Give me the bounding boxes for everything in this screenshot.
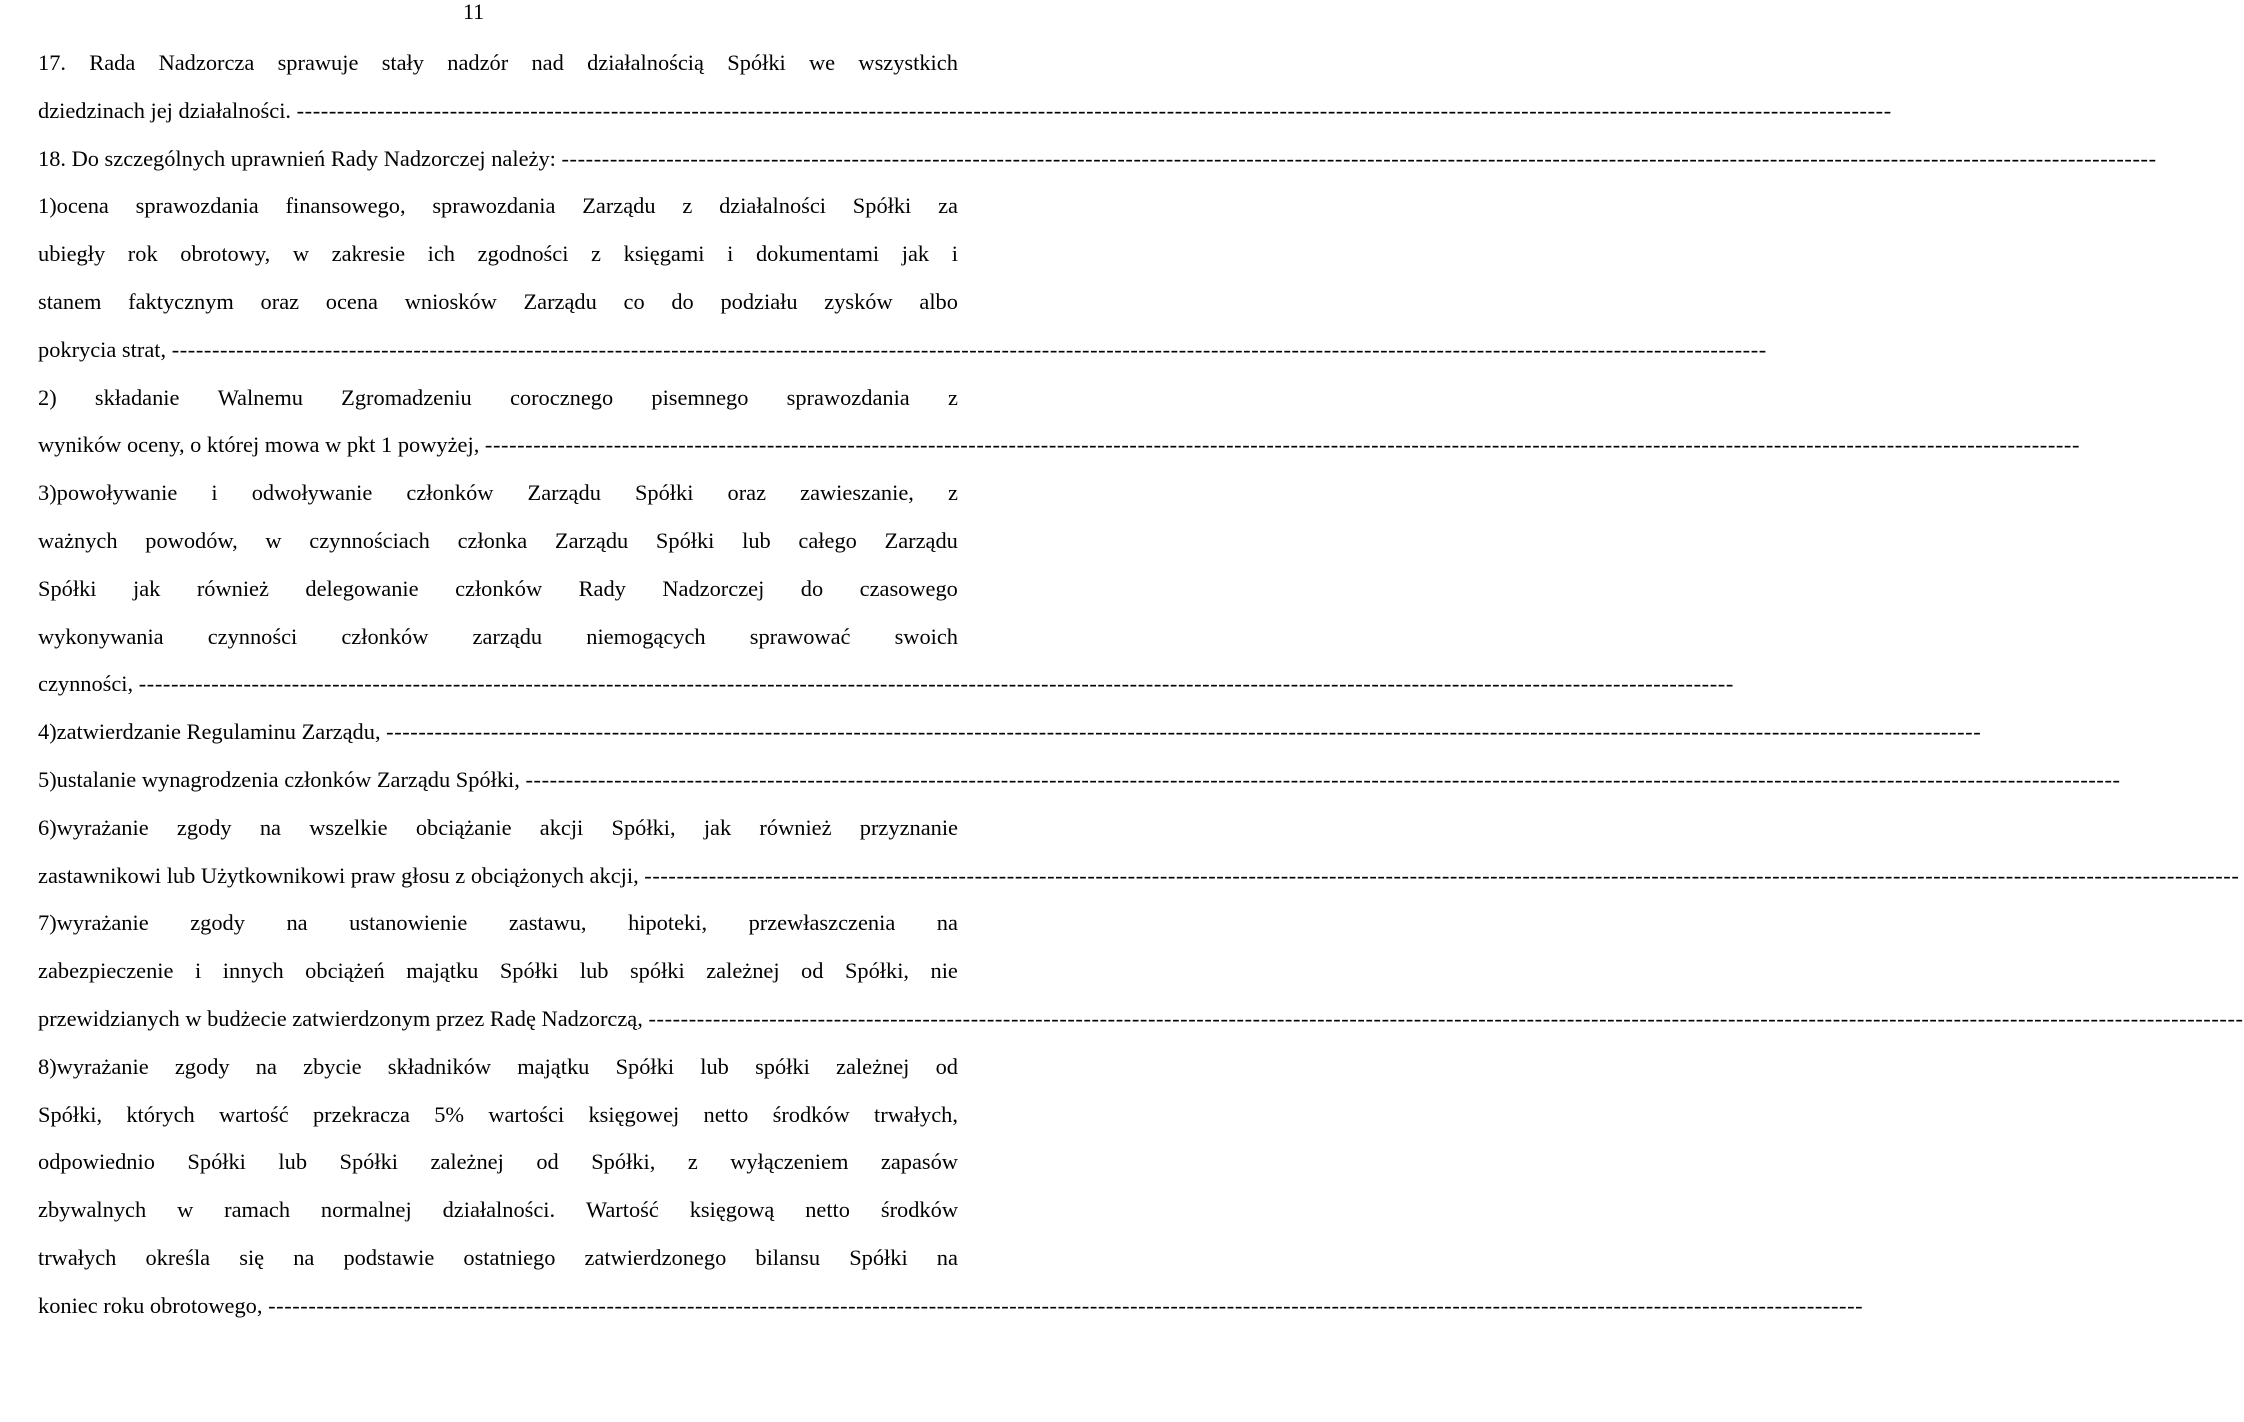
- word: przekracza: [312, 1101, 410, 1127]
- word: 1)ocena: [38, 193, 109, 219]
- word: Nadzorcza: [158, 50, 255, 75]
- word: netto: [703, 1101, 749, 1127]
- paragraph-item3: [38, 479, 1734, 718]
- text-line: [38, 575, 958, 623]
- word: spółki: [629, 958, 685, 984]
- word: Spółki,: [591, 1149, 656, 1175]
- word: Nadzorczej: [662, 575, 765, 601]
- word: ostatniego: [463, 1244, 556, 1270]
- word: Zarządu: [884, 527, 958, 553]
- word: Zarządu: [554, 527, 629, 553]
- word: zależnej: [706, 958, 780, 984]
- word: zatwierdzonego: [584, 1244, 727, 1270]
- word: ich: [427, 241, 455, 267]
- word: Spółki: [339, 1149, 399, 1175]
- word: wniosków: [404, 288, 497, 314]
- word: Zarządu: [523, 288, 597, 314]
- word: członka: [457, 527, 528, 553]
- word: hipoteki,: [628, 910, 708, 936]
- word: niemogących: [586, 623, 706, 649]
- word: ubiegły: [38, 241, 106, 267]
- paragraph-item7: [38, 909, 2244, 1052]
- word: składników: [387, 1053, 492, 1079]
- word: co: [623, 288, 645, 314]
- word: Spółki: [727, 50, 786, 75]
- word: Spółki,: [844, 958, 910, 984]
- dash-filler: ------------------------------------------------------------------------------------------------------------------------------------------------------------------------------------------------------: [525, 766, 2121, 792]
- page-number: 11: [463, 0, 485, 24]
- line-text: 4)zatwierdzanie Regulaminu Zarządu,: [38, 719, 387, 745]
- word: normalnej: [320, 1197, 412, 1223]
- word: całego: [798, 527, 857, 553]
- word: swoich: [894, 623, 958, 649]
- word: składanie: [94, 384, 180, 410]
- dash-filler: ------------------------------------------------------------------------------------------------------------------------------------------------------------------------------------------------------: [484, 432, 2081, 458]
- word: akcji: [539, 814, 584, 840]
- word: wszystkich: [858, 50, 958, 75]
- word: wartość: [219, 1101, 289, 1127]
- word: członków: [455, 575, 543, 601]
- text-line: [38, 862, 2240, 910]
- line-text: czynności,: [38, 671, 139, 697]
- word: zawieszanie,: [800, 480, 914, 506]
- word: powodów,: [145, 527, 238, 553]
- word: pisemnego: [651, 384, 749, 410]
- word: zakresie: [331, 241, 406, 267]
- dash-filler: ------------------------------------------------------------------------------------------------------------------------------------------------------------------------------------------------------: [644, 862, 2240, 888]
- word: z: [687, 1149, 698, 1175]
- word: ustanowienie: [349, 910, 468, 936]
- word: finansowego,: [285, 193, 406, 219]
- text-line: [38, 431, 2081, 479]
- word: i: [951, 241, 958, 267]
- text-line: [38, 97, 1892, 145]
- word: jak: [901, 241, 930, 267]
- word: od: [935, 1053, 958, 1079]
- paragraph-item6: [38, 814, 2240, 910]
- text-line: [38, 1005, 2244, 1053]
- word: wykonywania: [38, 623, 164, 649]
- paragraph-item4: [38, 718, 1982, 766]
- word: środków: [772, 1101, 850, 1127]
- word: corocznego: [509, 384, 614, 410]
- word: 8)wyrażanie: [38, 1053, 149, 1079]
- word: zbywalnych: [38, 1197, 147, 1223]
- word: 17.: [38, 50, 66, 75]
- word: w: [177, 1197, 194, 1223]
- line-text: pokrycia strat,: [38, 336, 172, 362]
- word: rok: [127, 241, 158, 267]
- text-line: [38, 384, 958, 432]
- word: z: [947, 480, 958, 506]
- word: na: [936, 910, 958, 936]
- word: księgowej: [588, 1101, 680, 1127]
- word: Wartość: [586, 1197, 659, 1223]
- line-text: 5)ustalanie wynagrodzenia członków Zarządu Spółki,: [38, 766, 526, 792]
- word: 7)wyrażanie: [38, 910, 149, 936]
- word: i: [211, 480, 218, 506]
- word: księgową: [689, 1197, 775, 1223]
- word: sprawozdania: [786, 384, 910, 410]
- word: lub: [278, 1149, 308, 1175]
- word: oraz: [727, 480, 767, 506]
- word: sprawozdania: [135, 193, 259, 219]
- word: 6)wyrażanie: [38, 814, 149, 840]
- word: Spółki: [187, 1149, 246, 1175]
- dash-filler: ------------------------------------------------------------------------------------------------------------------------------------------------------------------------------------------------------: [138, 671, 1734, 697]
- word: oraz: [260, 288, 300, 314]
- word: czasowego: [859, 575, 958, 601]
- word: stały: [381, 50, 424, 75]
- word: wszelkie: [309, 814, 388, 840]
- dash-filler: ------------------------------------------------------------------------------------------------------------------------------------------------------------------------------------------------------: [648, 1005, 2244, 1031]
- word: z: [682, 193, 693, 219]
- word: sprawuje: [277, 50, 359, 75]
- word: lub: [700, 1053, 729, 1079]
- word: Spółki,: [38, 1101, 103, 1127]
- word: w: [292, 241, 310, 267]
- word: podziału: [720, 288, 798, 314]
- paragraph-item5: [38, 766, 2121, 814]
- word: 5%: [434, 1101, 465, 1127]
- word: dokumentami: [755, 241, 880, 267]
- word: zabezpieczenie: [38, 958, 174, 984]
- word: zysków: [824, 288, 893, 314]
- word: do: [800, 575, 824, 601]
- word: działalnością: [587, 50, 704, 75]
- word: na: [936, 1244, 958, 1270]
- word: na: [255, 1053, 277, 1079]
- word: działalności.: [442, 1197, 556, 1223]
- word: odwoływanie: [251, 480, 373, 506]
- word: i: [727, 241, 734, 267]
- word: sprawozdania: [432, 193, 556, 219]
- text-line: [38, 145, 2157, 193]
- word: od: [801, 958, 824, 984]
- text-line: [38, 288, 958, 336]
- word: we: [809, 50, 836, 75]
- word: trwałych,: [874, 1101, 958, 1127]
- text-line: [38, 1196, 958, 1244]
- word: również: [759, 814, 832, 840]
- word: nie: [930, 958, 958, 984]
- text-line: [38, 192, 958, 240]
- word: Spółki: [499, 958, 559, 984]
- text-line: [38, 1101, 958, 1149]
- word: lub: [579, 958, 609, 984]
- word: podstawie: [343, 1244, 435, 1270]
- text-line: [38, 623, 958, 671]
- word: delegowanie: [305, 575, 419, 601]
- word: z: [591, 241, 601, 267]
- word: obciążanie: [415, 814, 512, 840]
- word: z: [947, 384, 958, 410]
- word: zależnej: [836, 1053, 910, 1079]
- word: bilansu: [755, 1244, 821, 1270]
- word: ocena: [325, 288, 378, 314]
- word: zapasów: [880, 1149, 958, 1175]
- word: Walnemu: [217, 384, 303, 410]
- word: Spółki: [615, 1053, 675, 1079]
- word: się: [239, 1244, 265, 1270]
- word: Rada: [89, 50, 136, 75]
- text-line: [38, 766, 2121, 814]
- word: zgody: [176, 814, 232, 840]
- paragraph-item1: [38, 192, 1767, 383]
- text-line: [38, 909, 958, 957]
- word: środków: [880, 1197, 958, 1223]
- word: ważnych: [38, 527, 118, 553]
- paragraph-p17: [38, 49, 1892, 145]
- word: określa: [145, 1244, 211, 1270]
- word: nadzór: [447, 50, 509, 75]
- word: wartości: [488, 1101, 565, 1127]
- document-body: [38, 49, 2244, 1340]
- line-text: 18. Do szczególnych uprawnień Rady Nadzorczej należy:: [38, 145, 562, 171]
- word: na: [259, 814, 281, 840]
- word: na: [286, 910, 308, 936]
- text-line: [38, 240, 958, 288]
- line-text: dziedzinach jej działalności.: [38, 97, 297, 123]
- word: Spółki,: [611, 814, 676, 840]
- word: wyłączeniem: [730, 1149, 849, 1175]
- word: trwałych: [38, 1244, 117, 1270]
- word: których: [126, 1101, 195, 1127]
- dash-filler: ------------------------------------------------------------------------------------------------------------------------------------------------------------------------------------------------------: [386, 719, 1982, 745]
- word: również: [196, 575, 269, 601]
- word: odpowiednio: [38, 1149, 155, 1175]
- word: zgodności: [477, 241, 569, 267]
- word: nad: [531, 50, 564, 75]
- word: zależnej: [430, 1149, 504, 1175]
- text-line: [38, 1053, 958, 1101]
- text-line: [38, 1292, 1864, 1340]
- word: zarządu: [472, 623, 543, 649]
- word: i: [194, 958, 202, 984]
- word: na: [293, 1244, 315, 1270]
- word: Spółki: [852, 193, 912, 219]
- word: jak: [132, 575, 161, 601]
- line-text: przewidzianych w budżecie zatwierdzonym przez Radę Nadzorczą,: [38, 1005, 649, 1031]
- line-text: koniec roku obrotowego,: [38, 1292, 269, 1318]
- word: spółki: [755, 1053, 810, 1079]
- word: Spółki: [655, 527, 715, 553]
- word: netto: [805, 1197, 850, 1223]
- word: 3)powoływanie: [38, 480, 178, 506]
- word: ramach: [224, 1197, 291, 1223]
- word: sprawować: [749, 623, 851, 649]
- word: obciążeń: [305, 958, 385, 984]
- word: zgody: [174, 1053, 230, 1079]
- word: lub: [742, 527, 771, 553]
- text-line: [38, 527, 958, 575]
- word: do: [671, 288, 694, 314]
- word: Zarządu: [582, 193, 656, 219]
- word: księgami: [623, 241, 705, 267]
- word: Zgromadzeniu: [341, 384, 472, 410]
- dash-filler: ------------------------------------------------------------------------------------------------------------------------------------------------------------------------------------------------------: [561, 145, 2157, 171]
- word: czynnościach: [309, 527, 430, 553]
- dash-filler: ------------------------------------------------------------------------------------------------------------------------------------------------------------------------------------------------------: [171, 336, 1767, 362]
- word: przyznanie: [859, 814, 958, 840]
- word: Spółki: [38, 575, 97, 601]
- paragraph-item8: [38, 1053, 1864, 1340]
- word: jak: [703, 814, 732, 840]
- word: stanem: [38, 288, 102, 314]
- word: faktycznym: [128, 288, 234, 314]
- word: majątku: [517, 1053, 590, 1079]
- text-line: [38, 49, 958, 97]
- text-line: [38, 718, 1982, 766]
- word: za: [938, 193, 958, 219]
- paragraph-p18: [38, 145, 2157, 193]
- word: obrotowy,: [180, 241, 271, 267]
- word: członków: [341, 623, 429, 649]
- line-text: wyników oceny, o której mowa w pkt 1 powyżej,: [38, 432, 485, 458]
- word: innych: [222, 958, 284, 984]
- text-line: [38, 957, 958, 1005]
- word: Zarządu: [527, 480, 601, 506]
- word: zbycie: [303, 1053, 362, 1079]
- word: przewłaszczenia: [748, 910, 896, 936]
- text-line: [38, 670, 1734, 718]
- word: od: [536, 1149, 559, 1175]
- dash-filler: ------------------------------------------------------------------------------------------------------------------------------------------------------------------------------------------------------: [296, 97, 1892, 123]
- paragraph-item2: [38, 384, 2081, 480]
- word: w: [265, 527, 282, 553]
- word: Rady: [578, 575, 626, 601]
- word: zastawu,: [508, 910, 587, 936]
- text-line: [38, 1244, 958, 1292]
- text-line: [38, 814, 958, 862]
- dash-filler: ------------------------------------------------------------------------------------------------------------------------------------------------------------------------------------------------------: [268, 1292, 1864, 1318]
- word: albo: [919, 288, 958, 314]
- word: członków: [406, 480, 494, 506]
- word: Spółki: [849, 1244, 908, 1270]
- text-line: [38, 336, 1767, 384]
- word: Spółki: [634, 480, 694, 506]
- word: 2): [38, 384, 57, 410]
- text-line: [38, 479, 958, 527]
- text-line: [38, 1148, 958, 1196]
- word: zgody: [190, 910, 245, 936]
- line-text: zastawnikowi lub Użytkownikowi praw głosu z obciążonych akcji,: [38, 862, 645, 888]
- word: majątku: [406, 958, 479, 984]
- word: czynności: [207, 623, 298, 649]
- word: działalności: [719, 193, 827, 219]
